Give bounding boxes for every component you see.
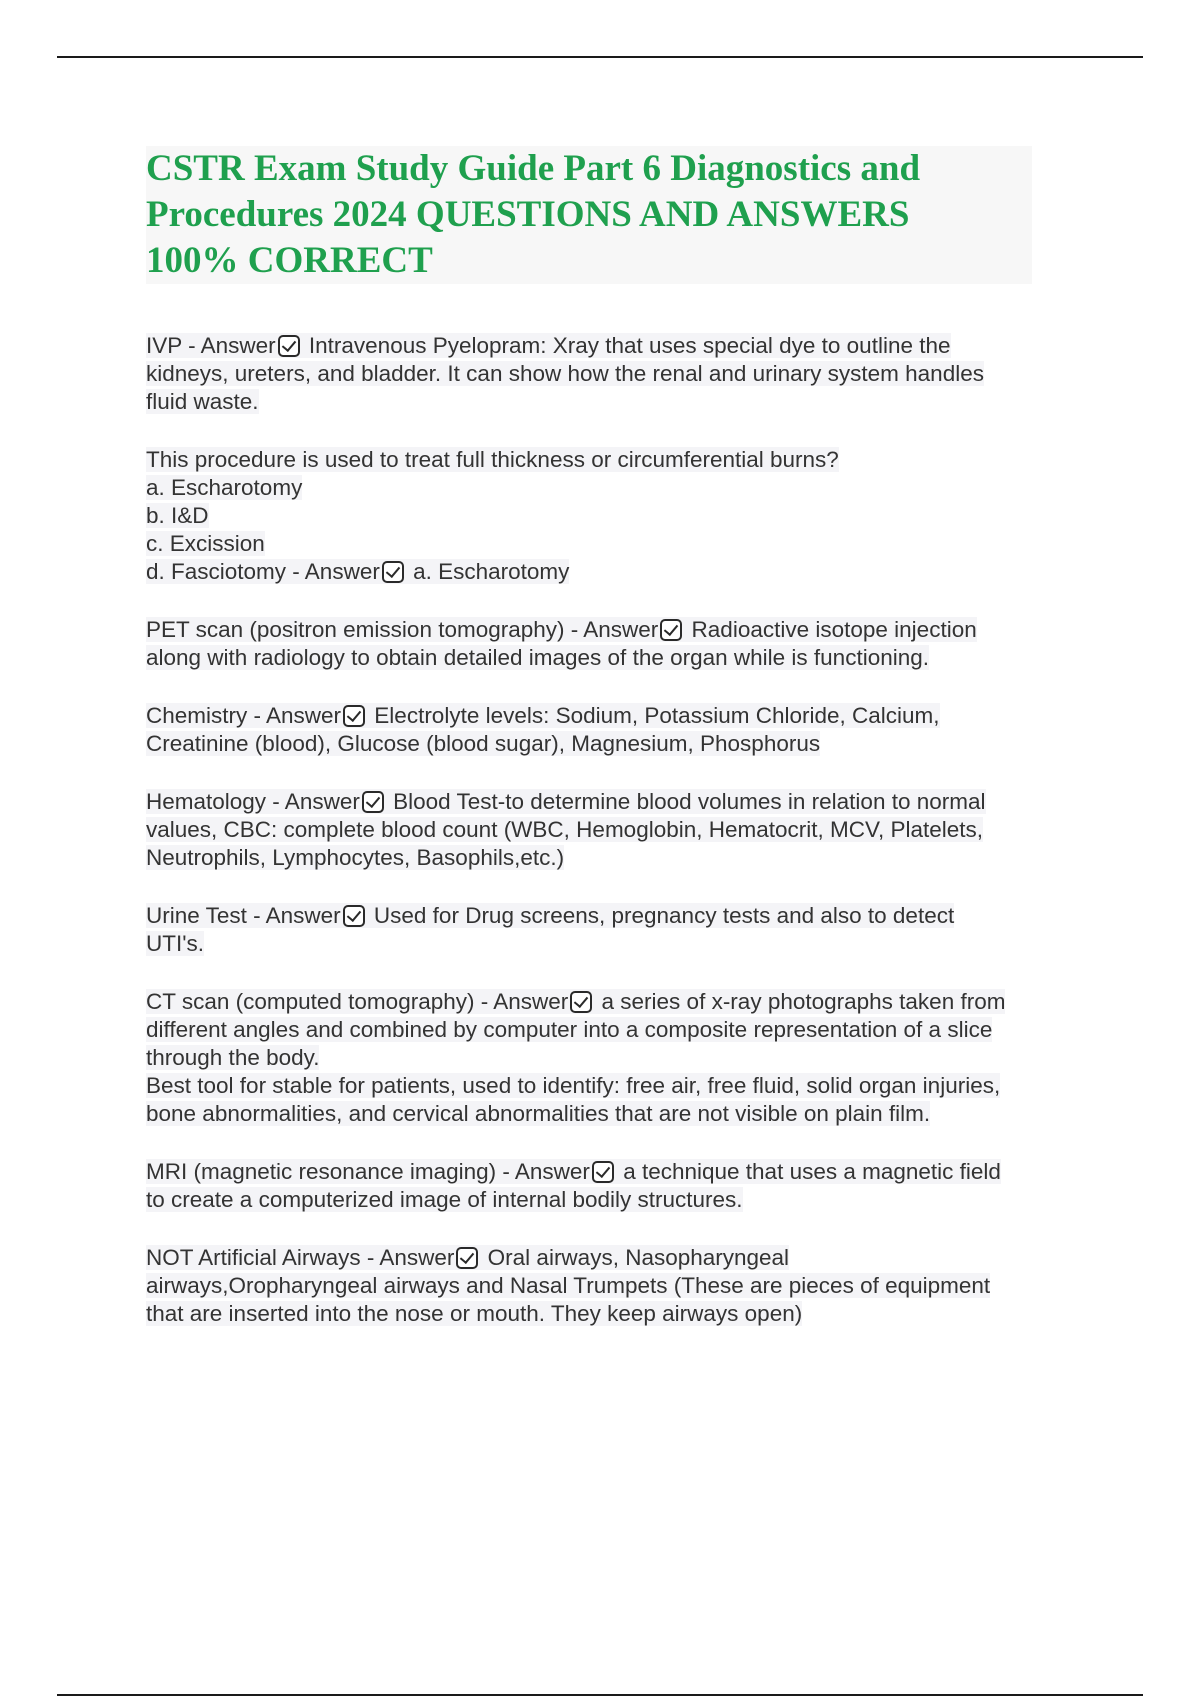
qa-text: Creatinine (blood), Glucose (blood sugar), Magnesium, Phosphorus <box>146 731 821 756</box>
qa-entry <box>146 332 1081 416</box>
question-text: CT scan (computed tomography) - Answer <box>146 989 569 1014</box>
answer-text: Intravenous Pyelopram: Xray that uses special dye to outline the <box>302 333 951 358</box>
qa-text <box>146 1159 1001 1184</box>
qa-text: Best tool for stable for patients, used to identify: free air, free fluid, solid organ injuries, <box>146 1073 1001 1098</box>
qa-text: a. Escharotomy <box>146 475 303 500</box>
qa-line <box>146 1272 1081 1300</box>
title-line: 100% CORRECT <box>146 240 433 281</box>
answer-text: Blood Test-to determine blood volumes in relation to normal <box>386 789 986 814</box>
question-text: NOT Artificial Airways - Answer <box>146 1245 455 1270</box>
answer-text: a. Escharotomy <box>406 559 570 584</box>
qa-text: fluid waste. <box>146 389 259 414</box>
page-title <box>146 146 1032 284</box>
qa-text <box>146 703 940 728</box>
answer-text: Radioactive isotope injection <box>685 617 977 642</box>
answer-text: Oral airways, Nasopharyngeal <box>481 1245 790 1270</box>
qa-line <box>146 1158 1081 1186</box>
qa-line <box>146 788 1081 816</box>
qa-text: UTI's. <box>146 931 205 956</box>
qa-entry <box>146 988 1081 1128</box>
qa-line <box>146 816 1081 844</box>
qa-text: along with radiology to obtain detailed images of the organ while is functioning. <box>146 645 929 670</box>
checkbox-checked-icon <box>382 561 404 583</box>
qa-entry <box>146 902 1081 958</box>
answer-text: a series of x-ray photographs taken from <box>595 989 1006 1014</box>
title-line: Procedures 2024 QUESTIONS AND ANSWERS <box>146 194 910 235</box>
question-text: MRI (magnetic resonance imaging) - Answer <box>146 1159 590 1184</box>
qa-line <box>146 1044 1081 1072</box>
qa-text <box>146 617 977 642</box>
bottom-divider <box>57 1694 1143 1696</box>
qa-line <box>146 1072 1081 1100</box>
qa-line <box>146 844 1081 872</box>
qa-text: values, CBC: complete blood count (WBC, Hemoglobin, Hematocrit, MCV, Platelets, <box>146 817 984 842</box>
checkbox-checked-icon <box>660 619 682 641</box>
checkbox-checked-icon <box>570 991 592 1013</box>
qa-text: This procedure is used to treat full thickness or circumferential burns? <box>146 447 839 472</box>
qa-line <box>146 474 1081 502</box>
qa-line <box>146 1100 1081 1128</box>
qa-text <box>146 1245 789 1270</box>
qa-entry <box>146 1244 1081 1328</box>
title-line: CSTR Exam Study Guide Part 6 Diagnostics and <box>146 148 921 189</box>
qa-entry <box>146 1158 1081 1214</box>
top-divider <box>57 56 1143 58</box>
qa-entry <box>146 788 1081 872</box>
qa-entry <box>146 446 1081 586</box>
qa-text <box>146 559 569 584</box>
question-text: Urine Test - Answer <box>146 903 341 928</box>
qa-line <box>146 502 1081 530</box>
qa-text: through the body. <box>146 1045 320 1070</box>
qa-text <box>146 333 951 358</box>
qa-line <box>146 530 1081 558</box>
qa-line <box>146 558 1081 586</box>
qa-text <box>146 789 986 814</box>
qa-text: kidneys, ureters, and bladder. It can show how the renal and urinary system handles <box>146 361 984 386</box>
qa-text: Neutrophils, Lymphocytes, Basophils,etc.) <box>146 845 565 870</box>
qa-text: that are inserted into the nose or mouth. They keep airways open) <box>146 1301 803 1326</box>
question-text: Hematology - Answer <box>146 789 360 814</box>
qa-text: airways,Oropharyngeal airways and Nasal Trumpets (These are pieces of equipment <box>146 1273 991 1298</box>
qa-line <box>146 1186 1081 1214</box>
qa-text: to create a computerized image of internal bodily structures. <box>146 1187 743 1212</box>
answer-text: a technique that uses a magnetic field <box>616 1159 1001 1184</box>
qa-line <box>146 616 1081 644</box>
checkbox-checked-icon <box>362 791 384 813</box>
checkbox-checked-icon <box>278 335 300 357</box>
qa-line <box>146 446 1081 474</box>
question-text: IVP - Answer <box>146 333 276 358</box>
qa-line <box>146 902 1081 930</box>
qa-line <box>146 1300 1081 1328</box>
answer-text: Electrolyte levels: Sodium, Potassium Chloride, Calcium, <box>368 703 940 728</box>
qa-text: bone abnormalities, and cervical abnormalities that are not visible on plain film. <box>146 1101 931 1126</box>
qa-line <box>146 388 1081 416</box>
checkbox-checked-icon <box>343 705 365 727</box>
qa-line <box>146 1016 1081 1044</box>
qa-line <box>146 644 1081 672</box>
qa-line <box>146 360 1081 388</box>
checkbox-checked-icon <box>456 1247 478 1269</box>
checkbox-checked-icon <box>592 1161 614 1183</box>
qa-line <box>146 988 1081 1016</box>
qa-text: c. Excission <box>146 531 265 556</box>
qa-entry <box>146 702 1081 758</box>
qa-entry <box>146 616 1081 672</box>
qa-line <box>146 930 1081 958</box>
qa-line <box>146 702 1081 730</box>
qa-line <box>146 332 1081 360</box>
qa-line <box>146 730 1081 758</box>
answer-text: Used for Drug screens, pregnancy tests and also to detect <box>367 903 955 928</box>
question-text: PET scan (positron emission tomography) - Answer <box>146 617 659 642</box>
question-text: Chemistry - Answer <box>146 703 342 728</box>
qa-text <box>146 903 954 928</box>
qa-line <box>146 1244 1081 1272</box>
qa-text: different angles and combined by computer into a composite representation of a slice <box>146 1017 993 1042</box>
qa-text <box>146 989 1005 1014</box>
qa-list <box>146 332 1081 1358</box>
question-text: d. Fasciotomy - Answer <box>146 559 380 584</box>
checkbox-checked-icon <box>343 905 365 927</box>
qa-text: b. I&D <box>146 503 209 528</box>
